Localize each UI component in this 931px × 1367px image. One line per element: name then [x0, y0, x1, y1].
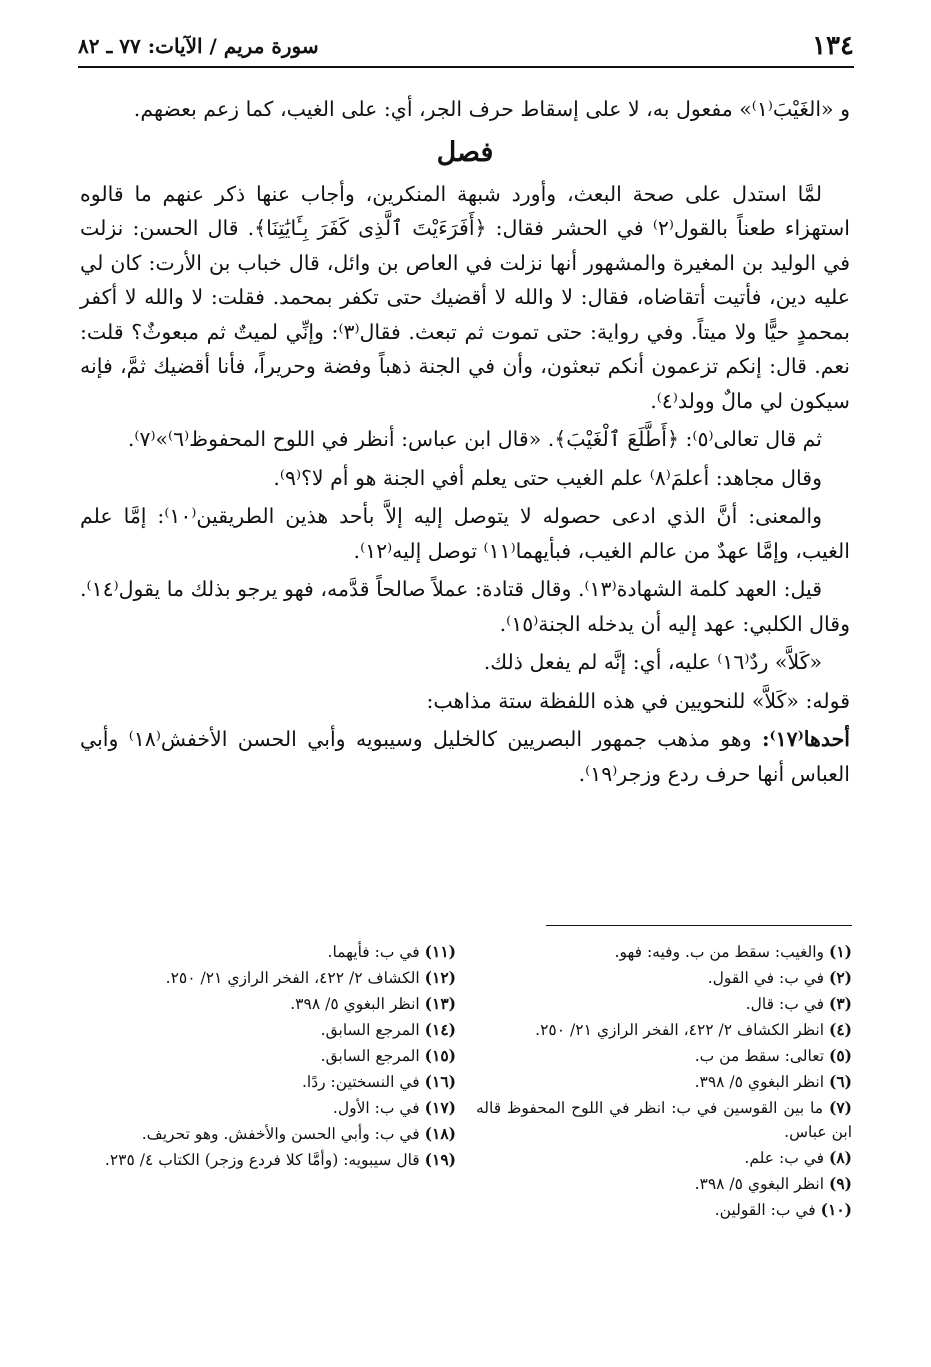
footnote: (١٦) في النسختين: ردًا.	[302, 1072, 456, 1091]
paragraph	[80, 722, 850, 791]
footnote: (٥) تعالى: سقط من ب.	[694, 1046, 852, 1065]
paragraph: ثم قال تعالى⁽٥⁾: ﴿أَطَّلَعَ ٱلْغَيْبَ﴾. «قال ابن عباس: أنظر في اللوح المحفوظ⁽٦⁾»⁽٧⁾.	[127, 427, 822, 451]
footnote: (٤) انظر الكشاف ٢/ ٤٢٢، الفخر الرازي ٢١/ ٢٥٠.	[535, 1020, 852, 1039]
footnotes	[80, 940, 852, 1224]
footnote: (٢) في ب: في القول.	[707, 968, 852, 987]
footnote: (١٤) المرجع السابق.	[320, 1020, 456, 1039]
paragraph: والمعنى: أنَّ الذي ادعى حصوله لا يتوصل إليه إلاَّ بأحد هذين الطريقين⁽١٠⁾: إمَّا علم الغيب، وإمَّا عهدٌ من عالم الغيب، فبأيهما⁽١١⁾ توصل إليه⁽١٢⁾.	[80, 504, 850, 563]
page-header	[78, 26, 854, 66]
footnotes-right-column	[476, 940, 852, 1224]
footnote-divider	[546, 925, 852, 926]
footnote: (١٠) في ب: القولين.	[714, 1199, 852, 1219]
footnote: (٣) في ب: قال.	[745, 994, 852, 1013]
footnote: (٦) انظر البغوي ٥/ ٣٩٨.	[694, 1072, 852, 1091]
footnote: (٧) ما بين القوسين في ب: انظر في اللوح المحفوظ قاله ابن عباس.	[476, 1098, 853, 1141]
main-text	[80, 92, 850, 795]
paragraph: قيل: العهد كلمة الشهادة⁽١٣⁾. وقال قتادة: عملاً صالحاً قدَّمه، فهو يرجو بذلك ما يقول⁽١٤⁾. وقال الكلبي: عهد إليه أن يدخله الجنة⁽١٥⁾.	[80, 577, 850, 636]
footnote: (١٢) الكشاف ٢/ ٤٢٢، الفخر الرازي ٢١/ ٢٥٠.	[165, 968, 456, 987]
paragraph: و «الغَيْبَ⁽١⁾» مفعول به، لا على إسقاط حرف الجر، أي: على الغيب، كما زعم بعضهم.	[133, 97, 850, 121]
paragraph: «كَلاَّ» ردٌ⁽١٦⁾ عليه، أي: إنَّه لم يفعل ذلك.	[483, 650, 822, 674]
page-number: ١٣٤	[812, 31, 854, 61]
footnote: (١٩) قال سيبويه: (وأمَّا كلا فردع وزجر) الكتاب ٤/ ٢٣٥.	[104, 1150, 456, 1169]
paragraph: وقال مجاهد: أعلمَ⁽٨⁾ علم الغيب حتى يعلم أفي الجنة هو أم لا؟⁽٩⁾.	[273, 465, 822, 490]
footnote: (١٧) في ب: الأول.	[332, 1098, 456, 1117]
footnote: (١٣) انظر البغوي ٥/ ٣٩٨.	[290, 994, 456, 1013]
footnotes-left-column	[80, 940, 456, 1224]
paragraph-lead: أحدها⁽١٧⁾:	[761, 727, 850, 751]
paragraph: قوله: «كَلاَّ» للنحويين في هذه اللفظة ستة مذاهب:	[426, 688, 850, 713]
paragraph-text: وهو مذهب جمهور البصريين كالخليل وسيبويه وأبي الحسن الأخفش⁽١٨⁾ وأبي العباس أنها حرف ردع وزجر⁽١٩⁾.	[80, 727, 850, 786]
header-divider	[78, 66, 854, 68]
footnote: (٩) انظر البغوي ٥/ ٣٩٨.	[694, 1173, 852, 1193]
footnote: (١٨) في ب: وأبي الحسن والأخفش. وهو تحريف.	[141, 1124, 456, 1143]
paragraph: لمَّا استدل على صحة البعث، وأورد شبهة المنكرين، وأجاب عنها ذكر عنهم ما قالوه استهزاء طعناً بالقول⁽٢⁾ في الحشر فقال: ﴿أَفَرَءَيْتَ ٱلَّذِى كَفَرَ بِـَٔايَٰتِنَا﴾. قال الحسن: نزلت في الوليد بن المغيرة والمشهور أنها نزلت في العاص بن وائل، قال خباب بن الأرت: كان لي عليه دين، فأتيت أتقاضاه، فقال: لا والله لا أقضيك حتى تكفر بمحمد. فقلت: لا والله لا أكفر بمحمدٍ حيًّا ولا ميتاً. وفي رواية: حتى تموت ثم تبعث. فقال⁽٣⁾: وإنِّي لميتٌ ثم مبعوثٌ؟ قلت: نعم. قال: إنكم تزعمون أنكم تبعثون، وأن في الجنة ذهباً وفضة وحريراً، فأنا أقضيك ثمَّ، فإنه سيكون لي مالٌ وولد⁽٤⁾.	[80, 181, 850, 413]
section-heading: فصل	[436, 136, 494, 168]
footnote: (١) والغيب: سقط من ب. وفيه: فهو.	[614, 942, 852, 961]
footnote: (٨) في ب: علم.	[744, 1147, 852, 1167]
footnote: (١٥) المرجع السابق.	[320, 1046, 456, 1065]
running-title: سورة مريم / الآيات: ٧٧ ـ ٨٢	[78, 34, 319, 58]
footnote: (١١) في ب: فأيهما.	[327, 942, 456, 961]
